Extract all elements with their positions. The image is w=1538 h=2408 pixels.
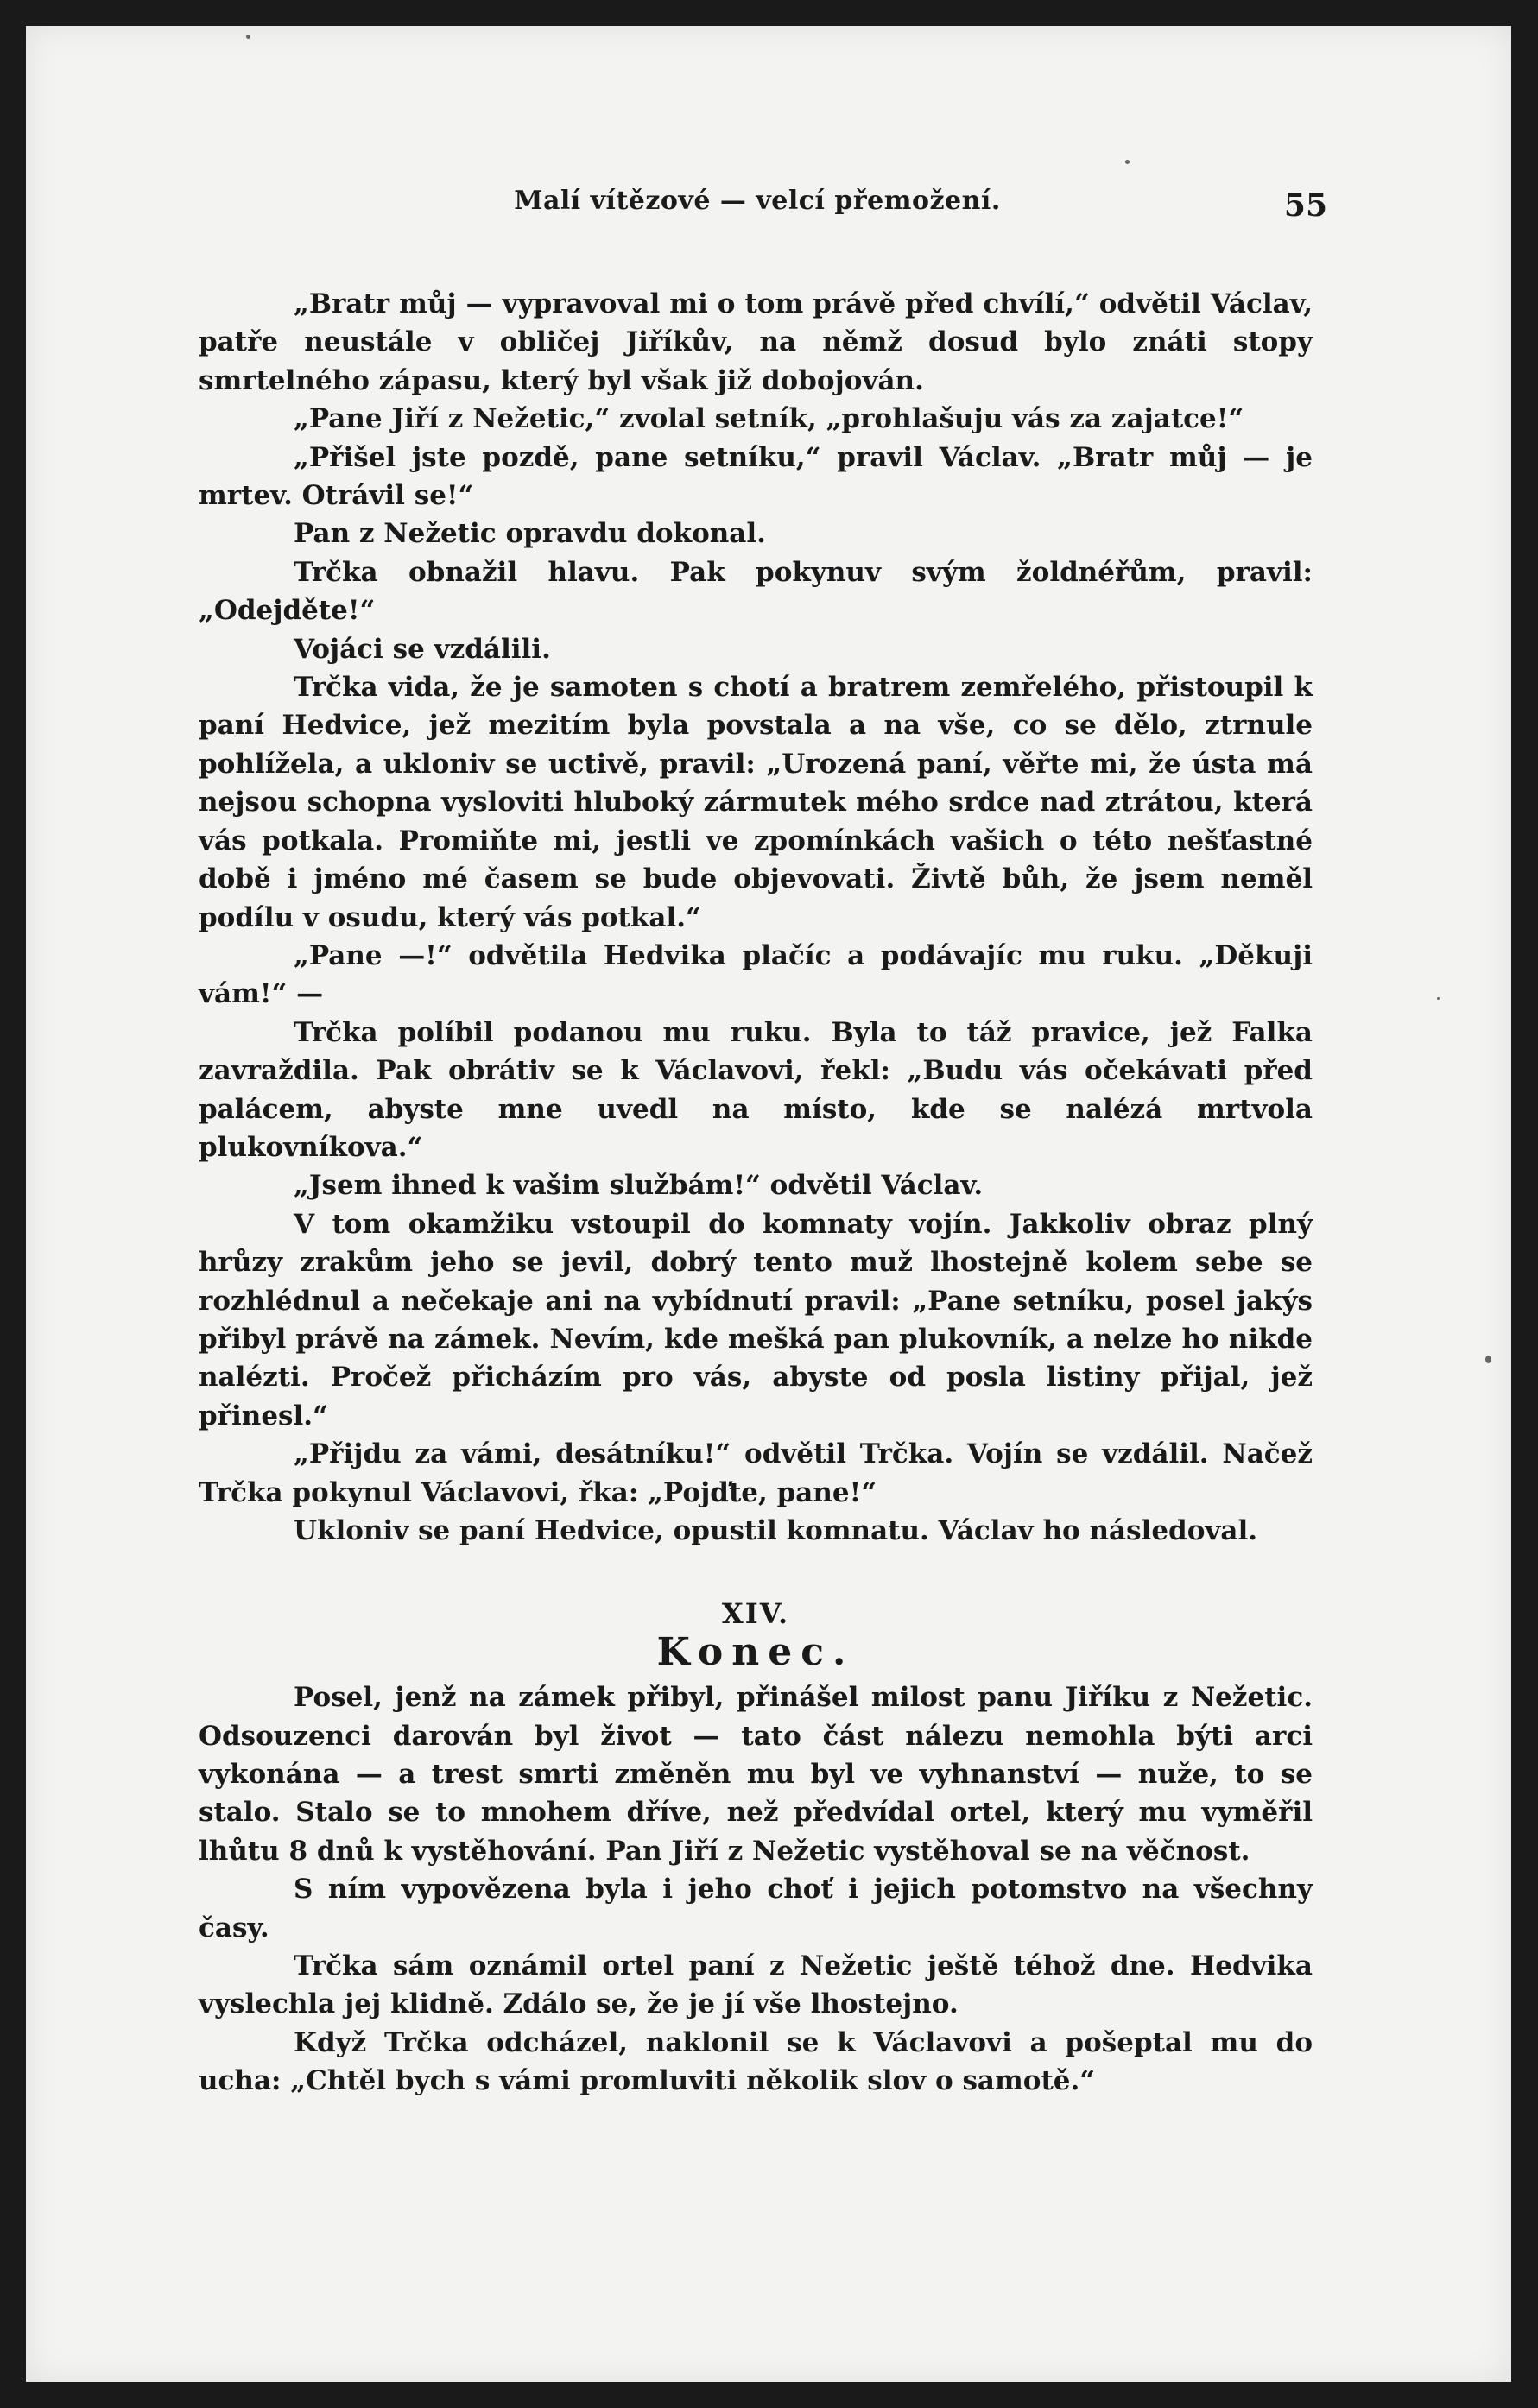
paragraph: Ukloniv se paní Hedvice, opustil komnatu. Václav ho následoval.	[294, 1515, 1258, 1546]
paragraph: „Jsem ihned k vašim službám!“ odvětil Václav.	[294, 1170, 984, 1202]
paragraph: „Pane Jiří z Nežetic,“ zvolal setník, „prohlašuju vás za zajatce!“	[294, 403, 1244, 435]
paragraph: „Pane —!“ odvětila Hedvika plačíc a podávajíc mu ruku. „Děkuji vám!“ —	[199, 939, 1313, 1010]
paragraph: V tom okamžiku vstoupil do komnaty vojín. Jakkoliv obraz plný hrůzy zrakům jeho se jevil, dobrý tento muž lhostejně kolem sebe se rozhlédnul a nečekaje ani na vybídnutí pravil: „Pane setníku, posel jakýs přibyl právě na zámek. Nevím, kde mešká pan plukovník, a nelze ho nikde nalézti. Pročež přicházím pro vás, abyste od posla listiny přijal, jež přinesl.“	[199, 1208, 1313, 1432]
paragraph: „Bratr můj — vypravoval mi o tom právě před chvílí,“ odvětil Václav, patře neustále v obličej Jiříkův, na němž dosud bylo znáti stopy smrtelného zápasu, který byl však již dobojován.	[199, 288, 1313, 396]
page-header	[187, 186, 1327, 237]
body-text	[199, 285, 1313, 2101]
paragraph: „Přišel jste pozdě, pane setníku,“ pravil Václav. „Bratr můj — je mrtev. Otrávil se!“	[199, 441, 1313, 512]
paper-speck	[1125, 160, 1130, 164]
paper-speck	[1485, 1356, 1491, 1363]
paragraph: Vojáci se vzdálili.	[294, 633, 551, 665]
paragraph: Posel, jenž na zámek přibyl, přinášel milost panu Jiříku z Nežetic. Odsouzenci darován byl život — tato část nálezu nemohla býti arci vykonána — a trest smrti změněn mu byl ve vyhnanství — nuže, to se stalo. Stalo se to mnohem dříve, než předvídal ortel, který mu vyměřil lhůtu 8 dnů k vystěhování. Pan Jiří z Nežetic vystěhoval se na věčnost.	[199, 1682, 1313, 1867]
paragraph: Když Trčka odcházel, naklonil se k Václavovi a pošeptal mu do ucha: „Chtěl bych s vámi promluviti několik slov o samotě.“	[199, 2026, 1313, 2097]
book-page	[26, 26, 1511, 2382]
paragraph: Trčka vida, že je samoten s chotí a bratrem zemřelého, přistoupil k paní Hedvice, jež mezitím byla povstala a na vše, co se dělo, ztrnule pohlížela, a ukloniv se uctivě, pravil: „Urozená paní, věřte mi, že ústa má nejsou schopna vysloviti hluboký zármutek mého srdce nad ztrátou, která vás potkala. Promiňte mi, jestli ve zpomínkách vašich o této nešťastné době i jméno mé časem se bude objevovati. Živtě bůh, že jsem neměl podílu v osudu, který vás potkal.“	[199, 672, 1313, 933]
paragraph: S ním vypovězena byla i jeho choť i jejich potomstvo na všechny časy.	[199, 1874, 1313, 1943]
paper-speck	[246, 35, 250, 39]
chapter-number: XIV.	[721, 1597, 790, 1631]
paragraph: Pan z Nežetic opravdu dokonal.	[294, 518, 766, 550]
chapter-title: Konec.	[656, 1629, 855, 1674]
paragraph: „Přijdu za vámi, desátníku!“ odvětil Trčka. Vojín se vzdálil. Načež Trčka pokynul Václavovi, řka: „Pojďte, pane!“	[199, 1438, 1313, 1508]
paragraph: Trčka sám oznámil ortel paní z Nežetic ještě téhož dne. Hedvika vyslechla jej klidně. Zdálo se, že je jí vše lhostejno.	[199, 1950, 1313, 2020]
page-number: 55	[1283, 187, 1327, 224]
paragraph: Trčka obnažil hlavu. Pak pokynuv svým žoldnéřům, pravil: „Odejděte!“	[199, 556, 1313, 627]
paper-speck	[1437, 997, 1440, 1000]
paragraph: Trčka políbil podanou mu ruku. Byla to táž pravice, jež Falka zavraždila. Pak obrátiv se k Václavovi, řekl: „Budu vás očekávati před palácem, abyste mne uvedl na místo, kde se nalézá mrtvola plukovníkova.“	[199, 1016, 1313, 1163]
running-head: Malí vítězové — velcí přemožení.	[514, 186, 1001, 216]
